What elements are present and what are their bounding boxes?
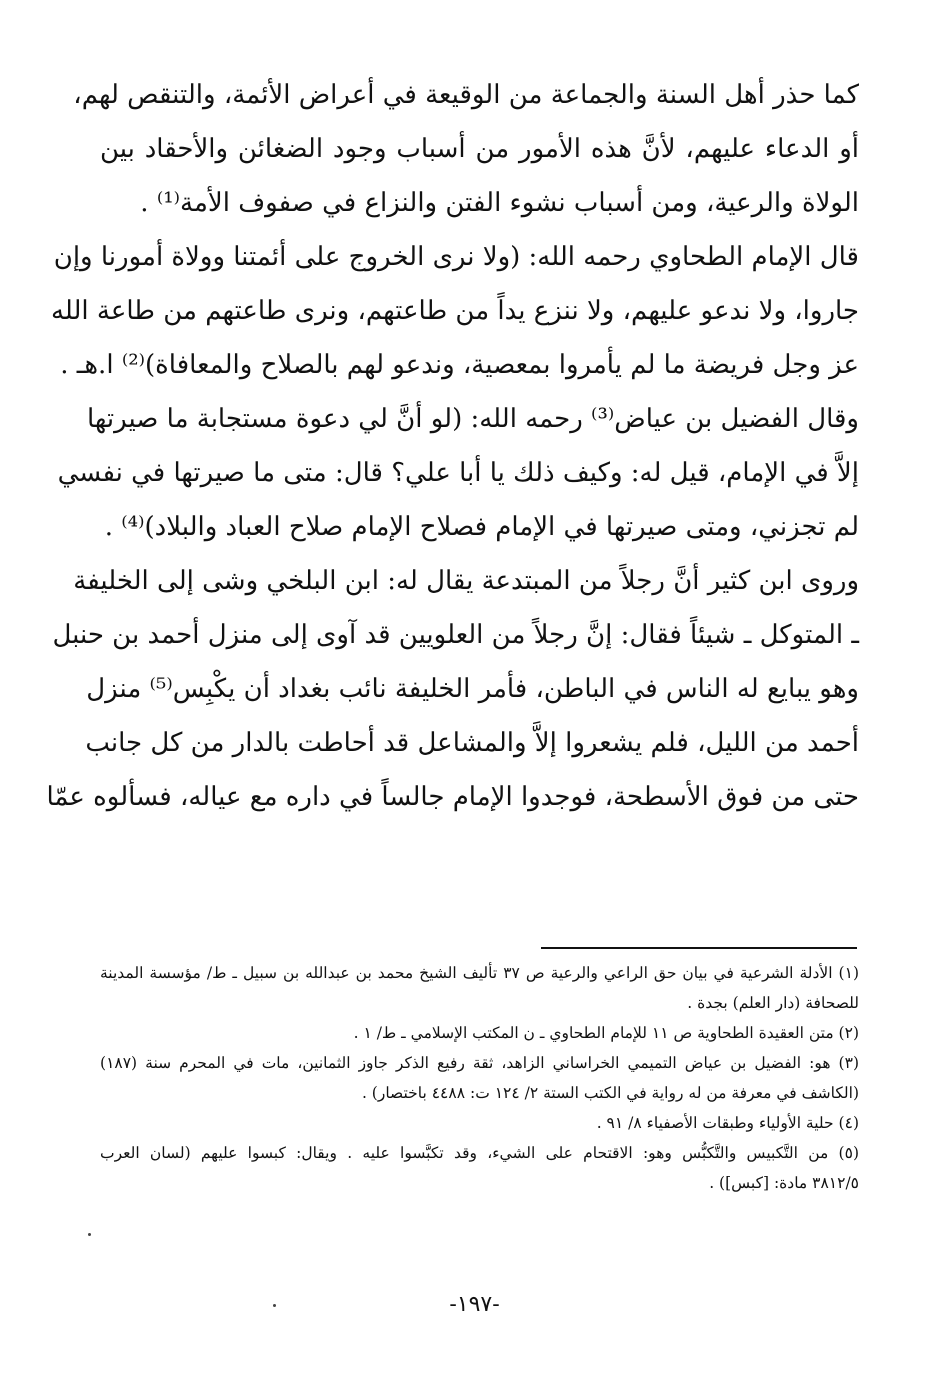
text-line: وهو يبايع له الناس في الباطن، فأمر الخليفة نائب بغداد أن يكْبِس⁽⁵⁾ منزل — [86, 674, 859, 704]
footnote-line: (٤) حلية الأولياء وطبقات الأصفياء ٨/ ٩١ . — [596, 1114, 859, 1132]
text-line: أحمد من الليل، فلم يشعروا إلاَّ والمشاعل قد أحاطت بالدار من كل جانب — [85, 728, 859, 758]
text-line: إلاَّ في الإمام، قيل له: وكيف ذلك يا أبا علي؟ قال: متى ما صيرتها في نفسي — [57, 458, 859, 488]
footnote-line: (الكاشف في معرفة من له رواية في الكتب الستة ٢/ ١٢٤ ت: ٤٤٨٨ باختصار) . — [361, 1084, 859, 1102]
text-line: حتى من فوق الأسطحة، فوجدوا الإمام جالساً في داره مع عياله، فسألوه عمّا — [46, 782, 859, 812]
text-line: جاروا، ولا ندعو عليهم، ولا ننزع يداً من طاعتهم، ونرى طاعتهم من طاعة الله — [50, 296, 859, 326]
scan-speck — [273, 1304, 276, 1307]
text-line: لم تجزني، ومتى صيرتها في الإمام فصلاح الإمام صلاح العباد والبلاد)⁽⁴⁾ . — [104, 512, 859, 542]
page-number: -١٩٧- — [449, 1292, 500, 1317]
main-text — [46, 68, 859, 824]
text-line: كما حذر أهل السنة والجماعة من الوقيعة في أعراض الأئمة، والتنقص لهم، — [73, 80, 859, 110]
footnote-line: (٥) من التَّكبيس والتَّكبُّس وهو: الاقتحام على الشيء، وقد تكبَّسوا عليه . ويقال: كبسوا عليهم (لسان العرب — [100, 1144, 859, 1162]
text-line: قال الإمام الطحاوي رحمه الله: (ولا نرى الخروج على أئمتنا وولاة أمورنا وإن — [53, 242, 859, 272]
text-line: وروى ابن كثير أنَّ رجلاً من المبتدعة يقال له: ابن البلخي وشى إلى الخليفة — [73, 566, 859, 596]
text-line: عز وجل فريضة ما لم يأمروا بمعصية، وندعو لهم بالصلاح والمعافاة)⁽²⁾ ا.هـ . — [60, 350, 859, 380]
text-line: وقال الفضيل بن عياض⁽³⁾ رحمه الله: (لو أنَّ لي دعوة مستجابة ما صيرتها — [86, 404, 859, 434]
text-line: الولاة والرعية، ومن أسباب نشوء الفتن والنزاع في صفوف الأمة⁽¹⁾ . — [140, 188, 859, 218]
footnote-line: (١) الأدلة الشرعية في بيان حق الراعي والرعية ص ٣٧ تأليف الشيخ محمد بن عبدالله بن سبيل ـ ط/ مؤسسة المدينة — [100, 964, 859, 982]
text-line: أو الدعاء عليهم، لأنَّ هذه الأمور من أسباب وجود الضغائن والأحقاد بين — [100, 134, 859, 164]
text-line: ـ المتوكل ـ شيئاً فقال: إنَّ رجلاً من العلويين قد آوى إلى منزل أحمد بن حنبل — [52, 620, 859, 650]
footnotes — [100, 958, 859, 1198]
footnote-line: (٣) هو: الفضيل بن عياض التميمي الخراساني الزاهد، ثقة رفيع الذكر جاوز الثمانين، مات في المحرم سنة (١٨٧) — [100, 1054, 859, 1072]
footnote-line: للصحافة (دار العلم) بجدة . — [687, 994, 859, 1012]
footnote-line: (٢) متن العقيدة الطحاوية ص ١١ للإمام الطحاوي ـ ن المكتب الإسلامي ـ ط/ ١ . — [353, 1024, 859, 1042]
footnote-line: ٣٨١٢/٥ مادة: [كبس]) . — [709, 1174, 859, 1192]
footnote-divider — [541, 947, 857, 949]
scan-speck — [88, 1233, 91, 1236]
